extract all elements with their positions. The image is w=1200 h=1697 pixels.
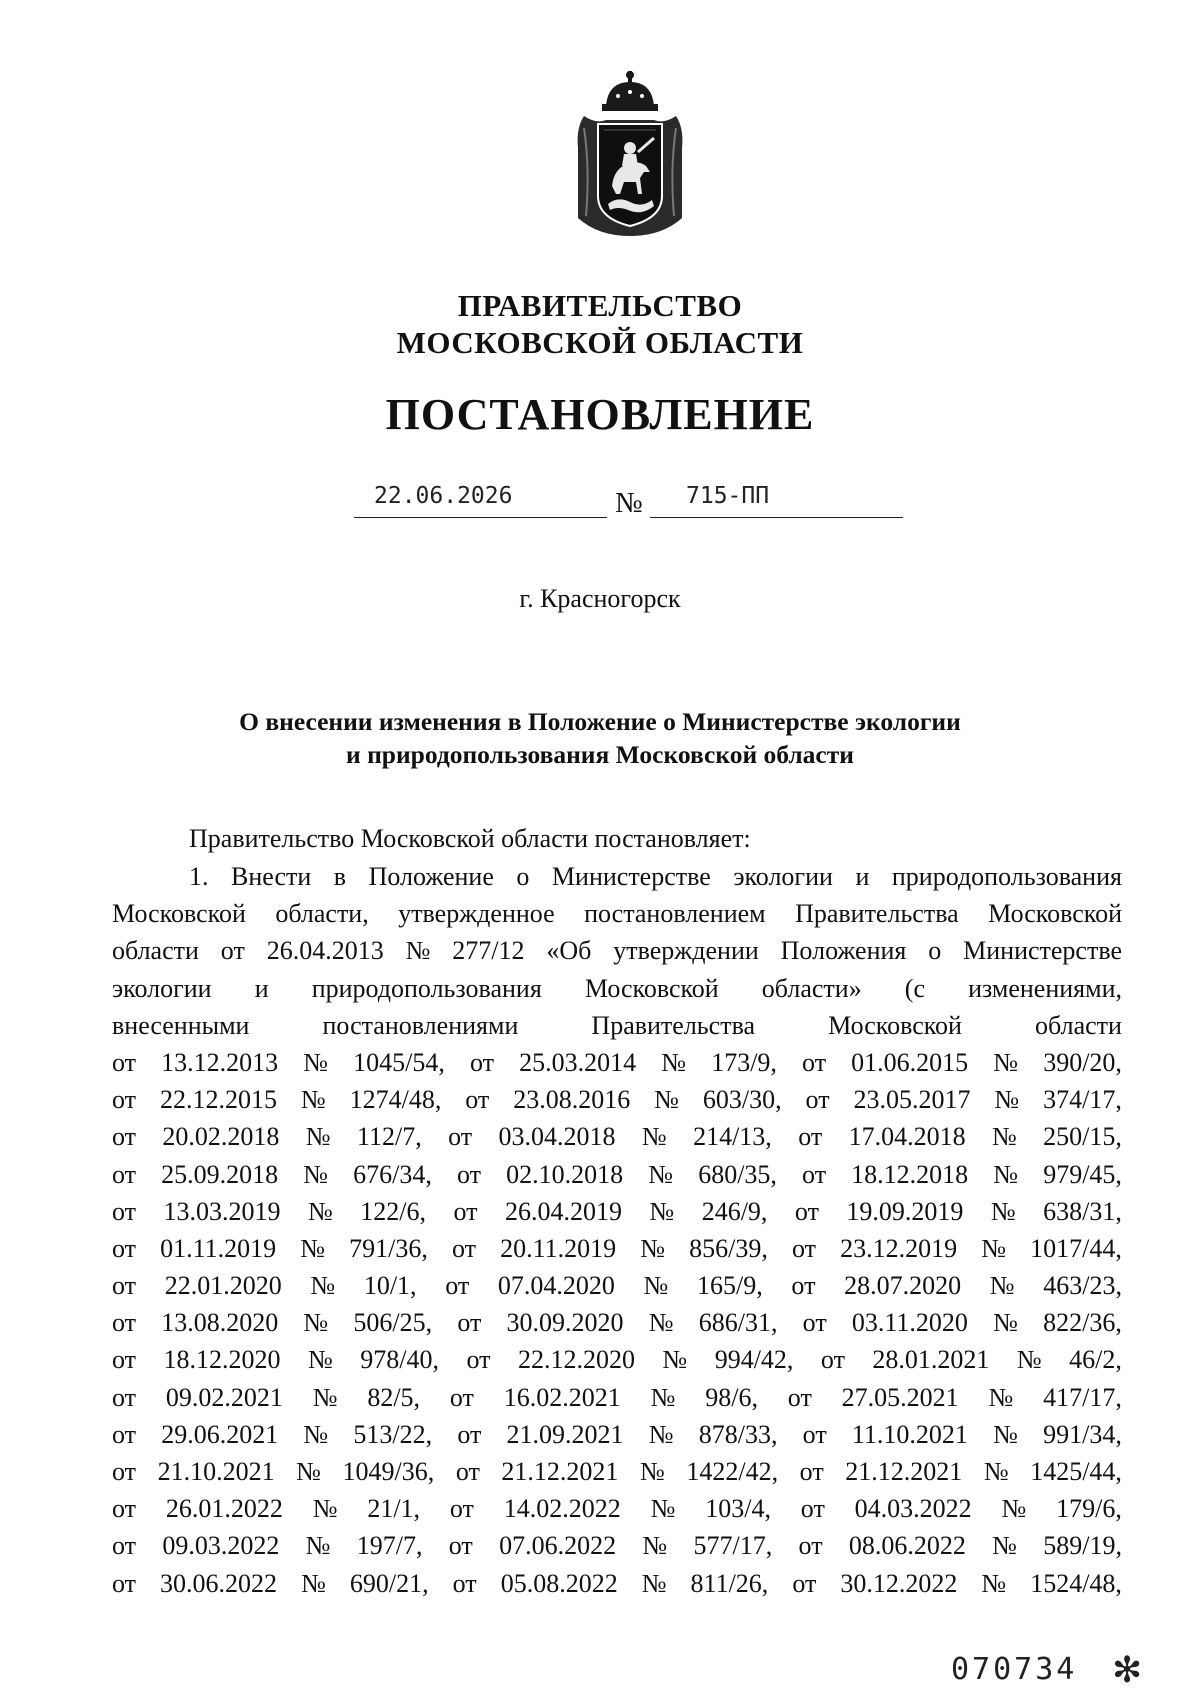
body-word: Московской xyxy=(584,973,719,1003)
body-word: № xyxy=(641,1568,667,1598)
government-name-line1: ПРАВИТЕЛЬСТВО xyxy=(457,288,743,323)
body-word: (с xyxy=(904,973,925,1003)
body-word: Московской xyxy=(112,899,246,929)
body-word: от xyxy=(112,1122,137,1152)
body-word: № xyxy=(1001,1494,1027,1524)
body-text-line xyxy=(112,1490,1122,1527)
body-word: и xyxy=(254,973,269,1003)
body-word: от xyxy=(457,1419,482,1449)
body-word: 197/7, xyxy=(356,1531,423,1561)
body-word: внесенными xyxy=(112,1010,250,1040)
body-word: от xyxy=(449,1382,474,1412)
body-text-line xyxy=(112,1007,1122,1044)
body-word: 82/5, xyxy=(367,1382,421,1412)
body-word: 589/19, xyxy=(1043,1531,1122,1561)
body-text-line xyxy=(112,1081,1122,1118)
body-word: от xyxy=(466,1345,491,1375)
body-word: от xyxy=(470,1047,495,1077)
body-word: от xyxy=(112,1568,137,1598)
government-name-line2: МОСКОВСКОЙ ОБЛАСТИ xyxy=(396,325,804,360)
body-word: № xyxy=(1016,1345,1042,1375)
body-word: № xyxy=(303,1159,329,1189)
body-word: 09.02.2021 xyxy=(165,1382,283,1412)
body-word: 122/6, xyxy=(360,1196,426,1226)
body-word: от xyxy=(453,1196,478,1226)
body-word: Министерстве xyxy=(963,936,1122,966)
body-word: 374/17, xyxy=(1043,1085,1122,1115)
body-word: Правительства xyxy=(591,1010,756,1040)
body-word: 10/1, xyxy=(363,1271,417,1301)
body-word: 1045/54, xyxy=(353,1047,445,1077)
body-word: 22.12.2015 xyxy=(159,1085,277,1115)
decree-intro: Правительство Московской области постановляет: xyxy=(189,824,751,853)
body-word: 1524/48, xyxy=(1030,1568,1122,1598)
city-of-issue: г. Красногорск xyxy=(519,584,681,613)
body-text-line xyxy=(112,1118,1122,1155)
body-word: № xyxy=(641,1122,667,1152)
body-word: 46/2, xyxy=(1069,1345,1122,1375)
body-word: № xyxy=(648,1419,674,1449)
body-word: 17.04.2018 xyxy=(848,1122,966,1152)
body-word: № xyxy=(648,1308,674,1338)
body-word: № xyxy=(992,1531,1017,1561)
body-word: 417/17, xyxy=(1043,1382,1122,1412)
body-word: от xyxy=(457,1308,482,1338)
body-word: 07.06.2022 xyxy=(499,1531,617,1561)
body-word: № xyxy=(993,1159,1019,1189)
body-word: от xyxy=(798,1122,823,1152)
body-word: экологии xyxy=(112,973,212,1003)
body-word: 30.09.2020 xyxy=(506,1308,624,1338)
body-word: 27.05.2021 xyxy=(841,1382,959,1412)
body-word: о xyxy=(516,862,530,891)
body-word: 23.05.2017 xyxy=(853,1085,971,1115)
body-word: № xyxy=(642,1531,668,1561)
body-word: № xyxy=(650,1494,676,1524)
body-word: 22.01.2020 xyxy=(164,1271,282,1301)
body-word: № xyxy=(305,1531,331,1561)
body-word: 1017/44, xyxy=(1030,1233,1122,1263)
body-word: 994/42, xyxy=(714,1345,794,1375)
body-word: от xyxy=(794,1196,819,1226)
body-word: 26.01.2022 xyxy=(165,1494,283,1524)
body-text-line xyxy=(112,1193,1122,1230)
body-text-line xyxy=(112,1267,1122,1304)
body-word: № xyxy=(993,1047,1019,1077)
body-word: 878/33, xyxy=(698,1419,778,1449)
body-word: 20.11.2019 xyxy=(500,1233,617,1263)
body-word: от xyxy=(465,1085,490,1115)
body-word: от xyxy=(805,1085,830,1115)
body-word: в xyxy=(333,862,347,891)
body-word: № xyxy=(988,1382,1014,1412)
body-word: 991/34, xyxy=(1043,1419,1122,1449)
asterisk-mark: ✻ xyxy=(1112,1650,1143,1690)
body-word: от xyxy=(220,936,245,966)
body-word: 690/21, xyxy=(349,1568,429,1598)
body-word: от xyxy=(799,1457,824,1486)
body-word: 18.12.2020 xyxy=(163,1345,281,1375)
body-word: № xyxy=(643,1271,669,1301)
body-word: 680/35, xyxy=(698,1159,777,1189)
body-word: 1049/36, xyxy=(342,1457,435,1486)
body-word: 21.10.2021 xyxy=(157,1457,275,1486)
body-word: № xyxy=(307,1196,333,1226)
body-word: 21.12.2021 xyxy=(845,1457,963,1486)
body-word: 214/13, xyxy=(693,1122,772,1152)
body-word: № xyxy=(993,1419,1018,1449)
body-word: природопользования xyxy=(311,973,542,1003)
body-word: № xyxy=(296,1457,321,1486)
body-word: 30.12.2022 xyxy=(840,1568,958,1598)
body-word: от xyxy=(112,1531,137,1561)
body-text-line xyxy=(112,1565,1122,1602)
body-word: от xyxy=(802,1047,827,1077)
body-word: № xyxy=(640,1233,666,1263)
body-word: от xyxy=(448,1122,473,1152)
body-word: от xyxy=(112,1419,137,1449)
body-text-line xyxy=(112,1044,1122,1081)
body-word: от xyxy=(112,1047,137,1077)
body-word: от xyxy=(112,1196,137,1226)
number-sign: № xyxy=(615,487,643,519)
body-word: № xyxy=(648,1159,674,1189)
body-word: 978/40, xyxy=(360,1345,439,1375)
body-word: № xyxy=(307,1345,333,1375)
body-word: 20.02.2018 xyxy=(162,1122,280,1152)
body-word: от xyxy=(452,1568,477,1598)
body-word: 1274/48, xyxy=(349,1085,442,1115)
body-word: 13.12.2013 xyxy=(161,1047,279,1077)
body-word: области xyxy=(112,936,199,966)
body-word: 791/36, xyxy=(349,1233,428,1263)
body-word: 638/31, xyxy=(1043,1196,1122,1226)
body-word: 513/22, xyxy=(353,1419,433,1449)
body-word: 676/34, xyxy=(353,1159,432,1189)
body-text-line xyxy=(112,1416,1122,1453)
body-word: № xyxy=(312,1382,338,1412)
body-word: 16.02.2021 xyxy=(503,1382,621,1412)
body-text-line xyxy=(112,1453,1122,1490)
body-word: 26.04.2019 xyxy=(504,1196,622,1226)
body-word: Внести xyxy=(231,862,312,891)
body-word: от xyxy=(800,1494,825,1524)
body-word: от xyxy=(112,1085,137,1115)
body-word: 02.10.2018 xyxy=(506,1159,624,1189)
body-word: № xyxy=(310,1271,336,1301)
body-word: 686/31, xyxy=(698,1308,778,1338)
body-word: № xyxy=(405,936,431,966)
body-word: 14.02.2022 xyxy=(503,1494,621,1524)
body-word: № xyxy=(981,1568,1007,1598)
body-word: от xyxy=(112,1382,137,1412)
body-word: 28.01.2021 xyxy=(872,1345,990,1375)
body-word: от xyxy=(791,1271,816,1301)
body-word: Положения xyxy=(780,936,907,966)
body-word: 1425/44, xyxy=(1030,1457,1122,1486)
body-word: от xyxy=(112,1271,137,1301)
body-word: № xyxy=(994,1085,1020,1115)
body-word: 01.11.2019 xyxy=(160,1233,277,1263)
body-word: № xyxy=(654,1085,679,1115)
body-word: № xyxy=(305,1122,331,1152)
body-word: Министерстве xyxy=(551,862,711,891)
subject-line2: и природопользования Московской области xyxy=(346,740,854,769)
body-word: 822/36, xyxy=(1043,1308,1122,1338)
body-word: 11.10.2021 xyxy=(851,1419,968,1449)
body-text-line xyxy=(112,970,1122,1007)
body-word: № xyxy=(983,1457,1009,1486)
body-word: 23.12.2019 xyxy=(840,1233,958,1263)
body-word: 506/25, xyxy=(353,1308,433,1338)
body-text-line xyxy=(112,858,1122,895)
body-word: № xyxy=(649,1196,675,1226)
body-word: № xyxy=(991,1122,1017,1152)
body-text-line xyxy=(112,1230,1122,1267)
document-date: 22.06.2026 xyxy=(374,483,513,509)
body-word: 23.08.2016 xyxy=(513,1085,631,1115)
body-word: № xyxy=(303,1419,329,1449)
body-word: от xyxy=(792,1568,817,1598)
body-word: от xyxy=(112,1345,137,1375)
body-word: от xyxy=(802,1159,827,1189)
body-word: 19.09.2019 xyxy=(846,1196,964,1226)
body-word: 577/17, xyxy=(693,1531,773,1561)
body-word: 1. xyxy=(189,862,209,891)
body-word: № xyxy=(300,1085,326,1115)
body-word: от xyxy=(445,1271,470,1301)
body-word: 1422/42, xyxy=(686,1457,779,1486)
body-word: 811/26, xyxy=(690,1568,769,1598)
body-word: области, xyxy=(275,899,369,929)
body-word: 03.11.2020 xyxy=(851,1308,968,1338)
body-word: от xyxy=(457,1159,482,1189)
body-word: № xyxy=(981,1233,1007,1263)
body-word: № xyxy=(639,1457,665,1486)
body-word: № xyxy=(993,1308,1018,1338)
decree-item-1 xyxy=(112,858,1122,1602)
body-word: от xyxy=(112,1159,137,1189)
body-word: 277/12 xyxy=(452,936,525,966)
body-word: от xyxy=(112,1233,137,1263)
body-word: 390/20, xyxy=(1043,1047,1122,1077)
body-word: изменениями, xyxy=(968,973,1122,1003)
body-word: 22.12.2020 xyxy=(517,1345,635,1375)
body-text-line xyxy=(112,1527,1122,1564)
body-word: от xyxy=(112,1308,137,1338)
body-word: 13.03.2019 xyxy=(163,1196,281,1226)
body-word: 103/4, xyxy=(705,1494,771,1524)
coat-of-arms-emblem xyxy=(568,68,692,238)
body-word: области» xyxy=(761,973,862,1003)
body-word: области xyxy=(1035,1010,1122,1040)
body-word: 25.03.2014 xyxy=(519,1047,637,1077)
body-word: 165/9, xyxy=(697,1271,763,1301)
body-word: от xyxy=(820,1345,845,1375)
body-word: 173/9, xyxy=(711,1047,777,1077)
body-word: 246/9, xyxy=(701,1196,768,1226)
body-word: Московской xyxy=(828,1010,962,1040)
body-word: № xyxy=(989,1271,1015,1301)
body-word: и xyxy=(855,862,870,891)
body-word: № xyxy=(661,1047,687,1077)
body-word: от xyxy=(787,1382,812,1412)
body-word: 25.09.2018 xyxy=(161,1159,279,1189)
body-word: 04.03.2022 xyxy=(854,1494,972,1524)
body-word: № xyxy=(300,1233,326,1263)
number-underline xyxy=(650,517,903,518)
body-word: от xyxy=(448,1531,473,1561)
body-text-line xyxy=(112,1304,1122,1341)
body-word: 26.04.2013 xyxy=(266,936,384,966)
body-word: 01.06.2015 xyxy=(851,1047,969,1077)
body-word: № xyxy=(650,1382,676,1412)
body-word: 21/1, xyxy=(367,1494,421,1524)
body-word: 856/39, xyxy=(689,1233,768,1263)
body-word: от xyxy=(452,1233,477,1263)
body-text-line xyxy=(112,1156,1122,1193)
body-word: постановлениями xyxy=(322,1010,519,1040)
body-word: 21.12.2021 xyxy=(501,1457,619,1486)
body-word: 603/30, xyxy=(702,1085,782,1115)
document-type-title: ПОСТАНОВЛЕНИЕ xyxy=(385,390,815,439)
date-underline xyxy=(354,517,607,518)
body-word: о xyxy=(928,936,942,966)
body-word: 29.06.2021 xyxy=(161,1419,279,1449)
body-word: от xyxy=(802,1308,827,1338)
body-word: 03.04.2018 xyxy=(498,1122,616,1152)
body-word: утвержденное xyxy=(398,899,555,929)
body-word: 05.08.2022 xyxy=(500,1568,618,1598)
body-word: 09.03.2022 xyxy=(162,1531,280,1561)
body-word: 98/6, xyxy=(705,1382,758,1412)
body-word: 21.09.2021 xyxy=(506,1419,624,1449)
body-word: «Об xyxy=(546,936,592,966)
subject-line1: О внесении изменения в Положение о Министерстве экологии xyxy=(239,707,961,736)
body-word: № xyxy=(303,1047,329,1077)
body-text-line xyxy=(112,932,1122,969)
body-text-line xyxy=(112,1341,1122,1378)
body-word: 07.04.2020 xyxy=(497,1271,615,1301)
body-word: Положение xyxy=(368,862,494,891)
body-word: от xyxy=(802,1419,827,1449)
body-word: 179/6, xyxy=(1056,1494,1122,1524)
body-word: 250/15, xyxy=(1043,1122,1122,1152)
body-word: 28.07.2020 xyxy=(844,1271,962,1301)
body-word: от xyxy=(112,1494,137,1524)
body-word: № xyxy=(662,1345,688,1375)
body-word: 13.08.2020 xyxy=(161,1308,279,1338)
body-word: 112/7, xyxy=(356,1122,422,1152)
body-word: утверждении xyxy=(613,936,759,966)
body-word: № xyxy=(312,1494,338,1524)
body-word: № xyxy=(303,1308,329,1338)
body-text-line xyxy=(112,895,1122,932)
document-number: 715-ПП xyxy=(686,483,770,509)
body-word: от xyxy=(449,1494,474,1524)
body-word: 08.06.2022 xyxy=(848,1531,966,1561)
body-word: 463/23, xyxy=(1043,1271,1122,1301)
body-word: природопользования xyxy=(891,862,1122,891)
body-text-line xyxy=(112,1379,1122,1416)
serial-number: 070734 xyxy=(951,1652,1078,1687)
body-word: от xyxy=(792,1233,817,1263)
body-word: от xyxy=(798,1531,823,1561)
body-word: от xyxy=(112,1457,137,1486)
body-word: 30.06.2022 xyxy=(160,1568,278,1598)
body-word: постановлением xyxy=(584,899,766,929)
body-word: экологии xyxy=(733,862,833,891)
body-word: Правительства xyxy=(795,899,959,929)
body-word: 18.12.2018 xyxy=(851,1159,969,1189)
body-word: 979/45, xyxy=(1043,1159,1122,1189)
body-word: от xyxy=(455,1457,480,1486)
body-word: № xyxy=(990,1196,1016,1226)
body-word: Московской xyxy=(988,899,1122,929)
body-word: № xyxy=(301,1568,326,1598)
